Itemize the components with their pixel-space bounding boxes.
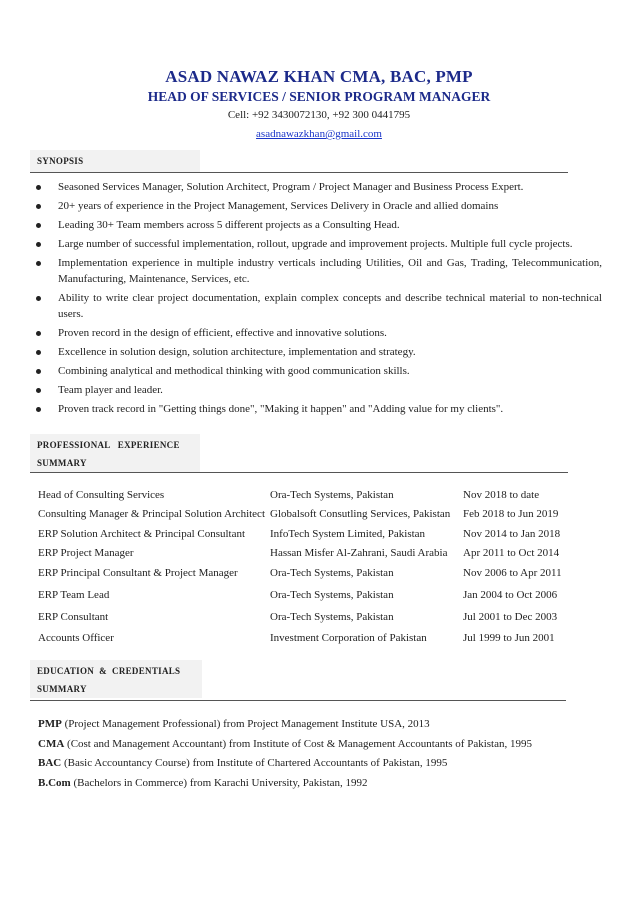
list-item: Ability to write clear project documentation, explain complex concepts and describe technical material to non-technical users. xyxy=(36,290,602,322)
experience-organization: Globalsoft Consutling Services, Pakistan xyxy=(270,508,451,520)
credential-detail: (Cost and Management Accountant) from Institute of Cost & Management Accountants of Pakistan, 1995 xyxy=(64,738,532,750)
section-heading-education-line1: EDUCATION & CREDENTIALS xyxy=(37,666,181,676)
section-heading-experience-line1: PROFESSIONAL EXPERIENCE xyxy=(37,440,180,450)
experience-dates: Nov 2018 to date xyxy=(463,489,540,501)
experience-dates: Nov 2006 to Apr 2011 xyxy=(463,567,562,579)
list-item xyxy=(38,736,598,752)
list-item: Proven record in the design of efficient, effective and innovative solutions. xyxy=(36,325,602,341)
experience-title: ERP Consultant xyxy=(38,611,109,623)
bullet-icon xyxy=(36,223,41,228)
credential-abbr: PMP xyxy=(38,718,62,730)
experience-title: ERP Principal Consultant & Project Manager xyxy=(38,567,238,579)
experience-organization: InfoTech System Limited, Pakistan xyxy=(270,528,426,540)
bullet-icon xyxy=(36,261,41,266)
experience-dates: Apr 2011 to Oct 2014 xyxy=(463,547,560,559)
list-item: 20+ years of experience in the Project Management, Services Delivery in Oracle and allied domains xyxy=(36,198,602,214)
experience-organization: Ora-Tech Systems, Pakistan xyxy=(270,489,394,501)
section-heading-synopsis-text: SYNOPSIS xyxy=(37,156,84,166)
section-heading-education-line2: SUMMARY xyxy=(37,684,87,694)
list-item: Implementation experience in multiple industry verticals including Utilities, Oil and Gas, Trading, Telecommunication, Manufacturing, Maintenance, Services, etc. xyxy=(36,255,602,287)
section-heading-synopsis xyxy=(30,150,200,172)
contact-phone: Cell: +92 3430072130, +92 300 0441795 xyxy=(227,109,411,121)
credential-detail: (Basic Accountancy Course) from Institute of Chartered Accountants of Pakistan, 1995 xyxy=(61,757,448,769)
experience-dates: Nov 2014 to Jan 2018 xyxy=(463,528,561,540)
experience-title: ERP Project Manager xyxy=(38,547,134,559)
list-item xyxy=(38,755,598,771)
credential-detail: (Bachelors in Commerce) from Karachi University, Pakistan, 1992 xyxy=(70,777,368,789)
section-divider-education xyxy=(30,700,566,701)
experience-title: ERP Team Lead xyxy=(38,589,110,601)
candidate-name: ASAD NAWAZ KHAN CMA, BAC, PMP xyxy=(165,67,473,86)
section-divider-synopsis xyxy=(30,172,568,173)
experience-dates: Jul 2001 to Dec 2003 xyxy=(463,611,558,623)
bullet-icon xyxy=(36,407,41,412)
experience-organization: Ora-Tech Systems, Pakistan xyxy=(270,567,394,579)
experience-dates: Feb 2018 to Jun 2019 xyxy=(463,508,559,520)
experience-organization: Ora-Tech Systems, Pakistan xyxy=(270,589,394,601)
bullet-icon xyxy=(36,204,41,209)
bullet-icon xyxy=(36,296,41,301)
contact-email-link[interactable]: asadnawazkhan@gmail.com xyxy=(256,128,382,140)
bullet-icon xyxy=(36,350,41,355)
list-item: Excellence in solution design, solution architecture, implementation and strategy. xyxy=(36,344,602,360)
experience-organization: Hassan Misfer Al-Zahrani, Saudi Arabia xyxy=(270,547,448,559)
section-heading-experience xyxy=(30,434,200,472)
experience-title: Head of Consulting Services xyxy=(38,489,165,501)
section-heading-experience-line2: SUMMARY xyxy=(37,458,87,468)
synopsis-list xyxy=(36,179,602,420)
section-divider-experience xyxy=(30,472,568,473)
list-item: Leading 30+ Team members across 5 different projects as a Consulting Head. xyxy=(36,217,602,233)
bullet-icon xyxy=(36,388,41,393)
experience-dates: Jan 2004 to Oct 2006 xyxy=(463,589,558,601)
list-item: Combining analytical and methodical thinking with good communication skills. xyxy=(36,363,602,379)
section-heading-education xyxy=(30,660,202,698)
experience-organization: Investment Corporation of Pakistan xyxy=(270,632,427,644)
experience-title: Accounts Officer xyxy=(38,632,114,644)
bullet-icon xyxy=(36,242,41,247)
bullet-icon xyxy=(36,369,41,374)
list-item: Proven track record in "Getting things done", "Making it happen" and "Adding value for my clients". xyxy=(36,401,602,417)
list-item: Large number of successful implementation, rollout, upgrade and improvement projects. Multiple full cycle projects. xyxy=(36,236,602,252)
credential-abbr: BAC xyxy=(38,757,62,769)
experience-title: Consulting Manager & Principal Solution Architect xyxy=(38,508,265,520)
experience-dates: Jul 1999 to Jun 2001 xyxy=(463,632,555,644)
candidate-title: HEAD OF SERVICES / SENIOR PROGRAM MANAGER xyxy=(147,89,491,104)
credential-abbr: CMA xyxy=(38,738,65,750)
credential-abbr: B.Com xyxy=(38,777,71,789)
resume-header xyxy=(0,66,638,142)
bullet-icon xyxy=(36,331,41,336)
list-item: Seasoned Services Manager, Solution Architect, Program / Project Manager and Business Process Expert. xyxy=(36,179,602,195)
bullet-icon xyxy=(36,185,41,190)
experience-organization: Ora-Tech Systems, Pakistan xyxy=(270,611,394,623)
experience-title: ERP Solution Architect & Principal Consultant xyxy=(38,528,246,540)
credential-detail: (Project Management Professional) from Project Management Institute USA, 2013 xyxy=(61,718,430,730)
list-item xyxy=(38,716,598,732)
list-item xyxy=(38,775,598,791)
list-item: Team player and leader. xyxy=(36,382,602,398)
